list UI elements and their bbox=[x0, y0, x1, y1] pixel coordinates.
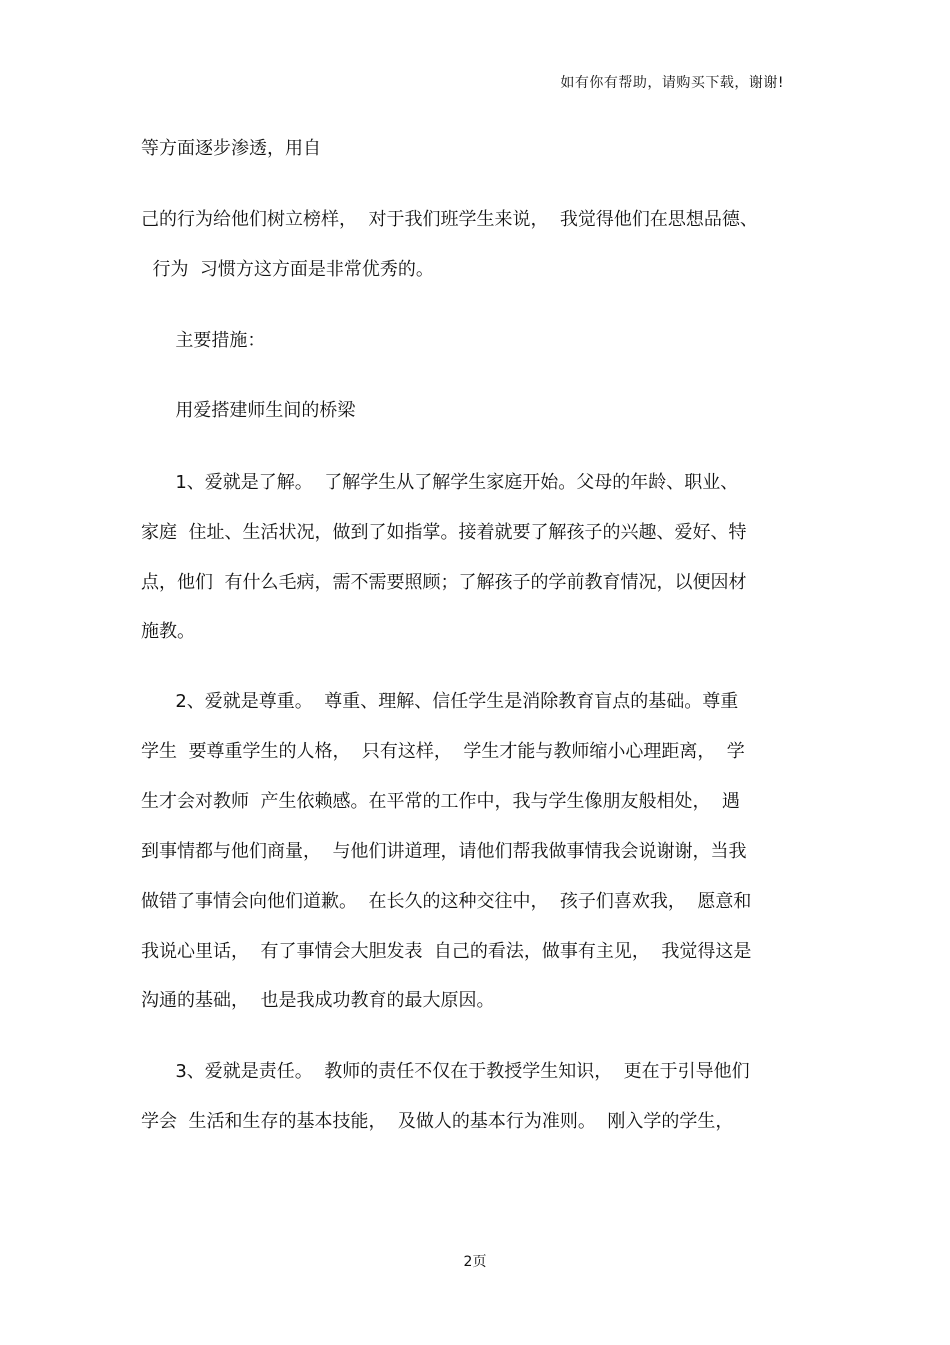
text-line: 己的行为给他们树立榜样， 对于我们班学生来说， 我觉得他们在思想品德、 bbox=[141, 209, 758, 230]
text-line: 学会 生活和生存的基本技能， 及做人的基本行为准则。 刚入学的学生， bbox=[141, 1111, 734, 1132]
text-line: 等方面逐步渗透，用自 bbox=[141, 138, 321, 159]
text-line: 1、爱就是了解。 了解学生从了解学生家庭开始。父母的年龄、职业、 bbox=[141, 472, 739, 493]
text-line: 到事情都与他们商量， 与他们讲道理，请他们帮我做事情我会说谢谢，当我 bbox=[141, 841, 747, 862]
header-note: 如有你有帮助，请购买下载，谢谢! bbox=[560, 75, 784, 91]
text-line: 点，他们 有什么毛病，需不需要照顾；了解孩子的学前教育情况，以便因材 bbox=[141, 572, 747, 593]
section-heading: 主要措施： bbox=[141, 330, 266, 351]
page-number: 2页 bbox=[463, 1254, 487, 1270]
subsection-heading: 用爱搭建师生间的桥梁 bbox=[141, 400, 356, 421]
text-line: 2、爱就是尊重。 尊重、理解、信任学生是消除教育盲点的基础。尊重 bbox=[141, 691, 739, 712]
text-line: 生才会对教师 产生依赖感。在平常的工作中，我与学生像朋友般相处， 遇 bbox=[141, 791, 740, 812]
text-line: 家庭 住址、生活状况，做到了如指掌。接着就要了解孩子的兴趣、爱好、特 bbox=[141, 522, 747, 543]
text-line: 施教。 bbox=[141, 621, 195, 642]
text-line: 做错了事情会向他们道歉。 在长久的这种交往中， 孩子们喜欢我， 愿意和 bbox=[141, 891, 752, 912]
text-line: 行为 习惯方这方面是非常优秀的。 bbox=[141, 259, 434, 280]
text-line: 沟通的基础， 也是我成功教育的最大原因。 bbox=[141, 990, 495, 1011]
text-line: 我说心里话， 有了事情会大胆发表 自己的看法，做事有主见， 我觉得这是 bbox=[141, 941, 752, 962]
text-line: 学生 要尊重学生的人格， 只有这样， 学生才能与教师缩小心理距离， 学 bbox=[141, 741, 745, 762]
text-line: 3、爱就是责任。 教师的责任不仅在于教授学生知识， 更在于引导他们 bbox=[141, 1061, 750, 1082]
